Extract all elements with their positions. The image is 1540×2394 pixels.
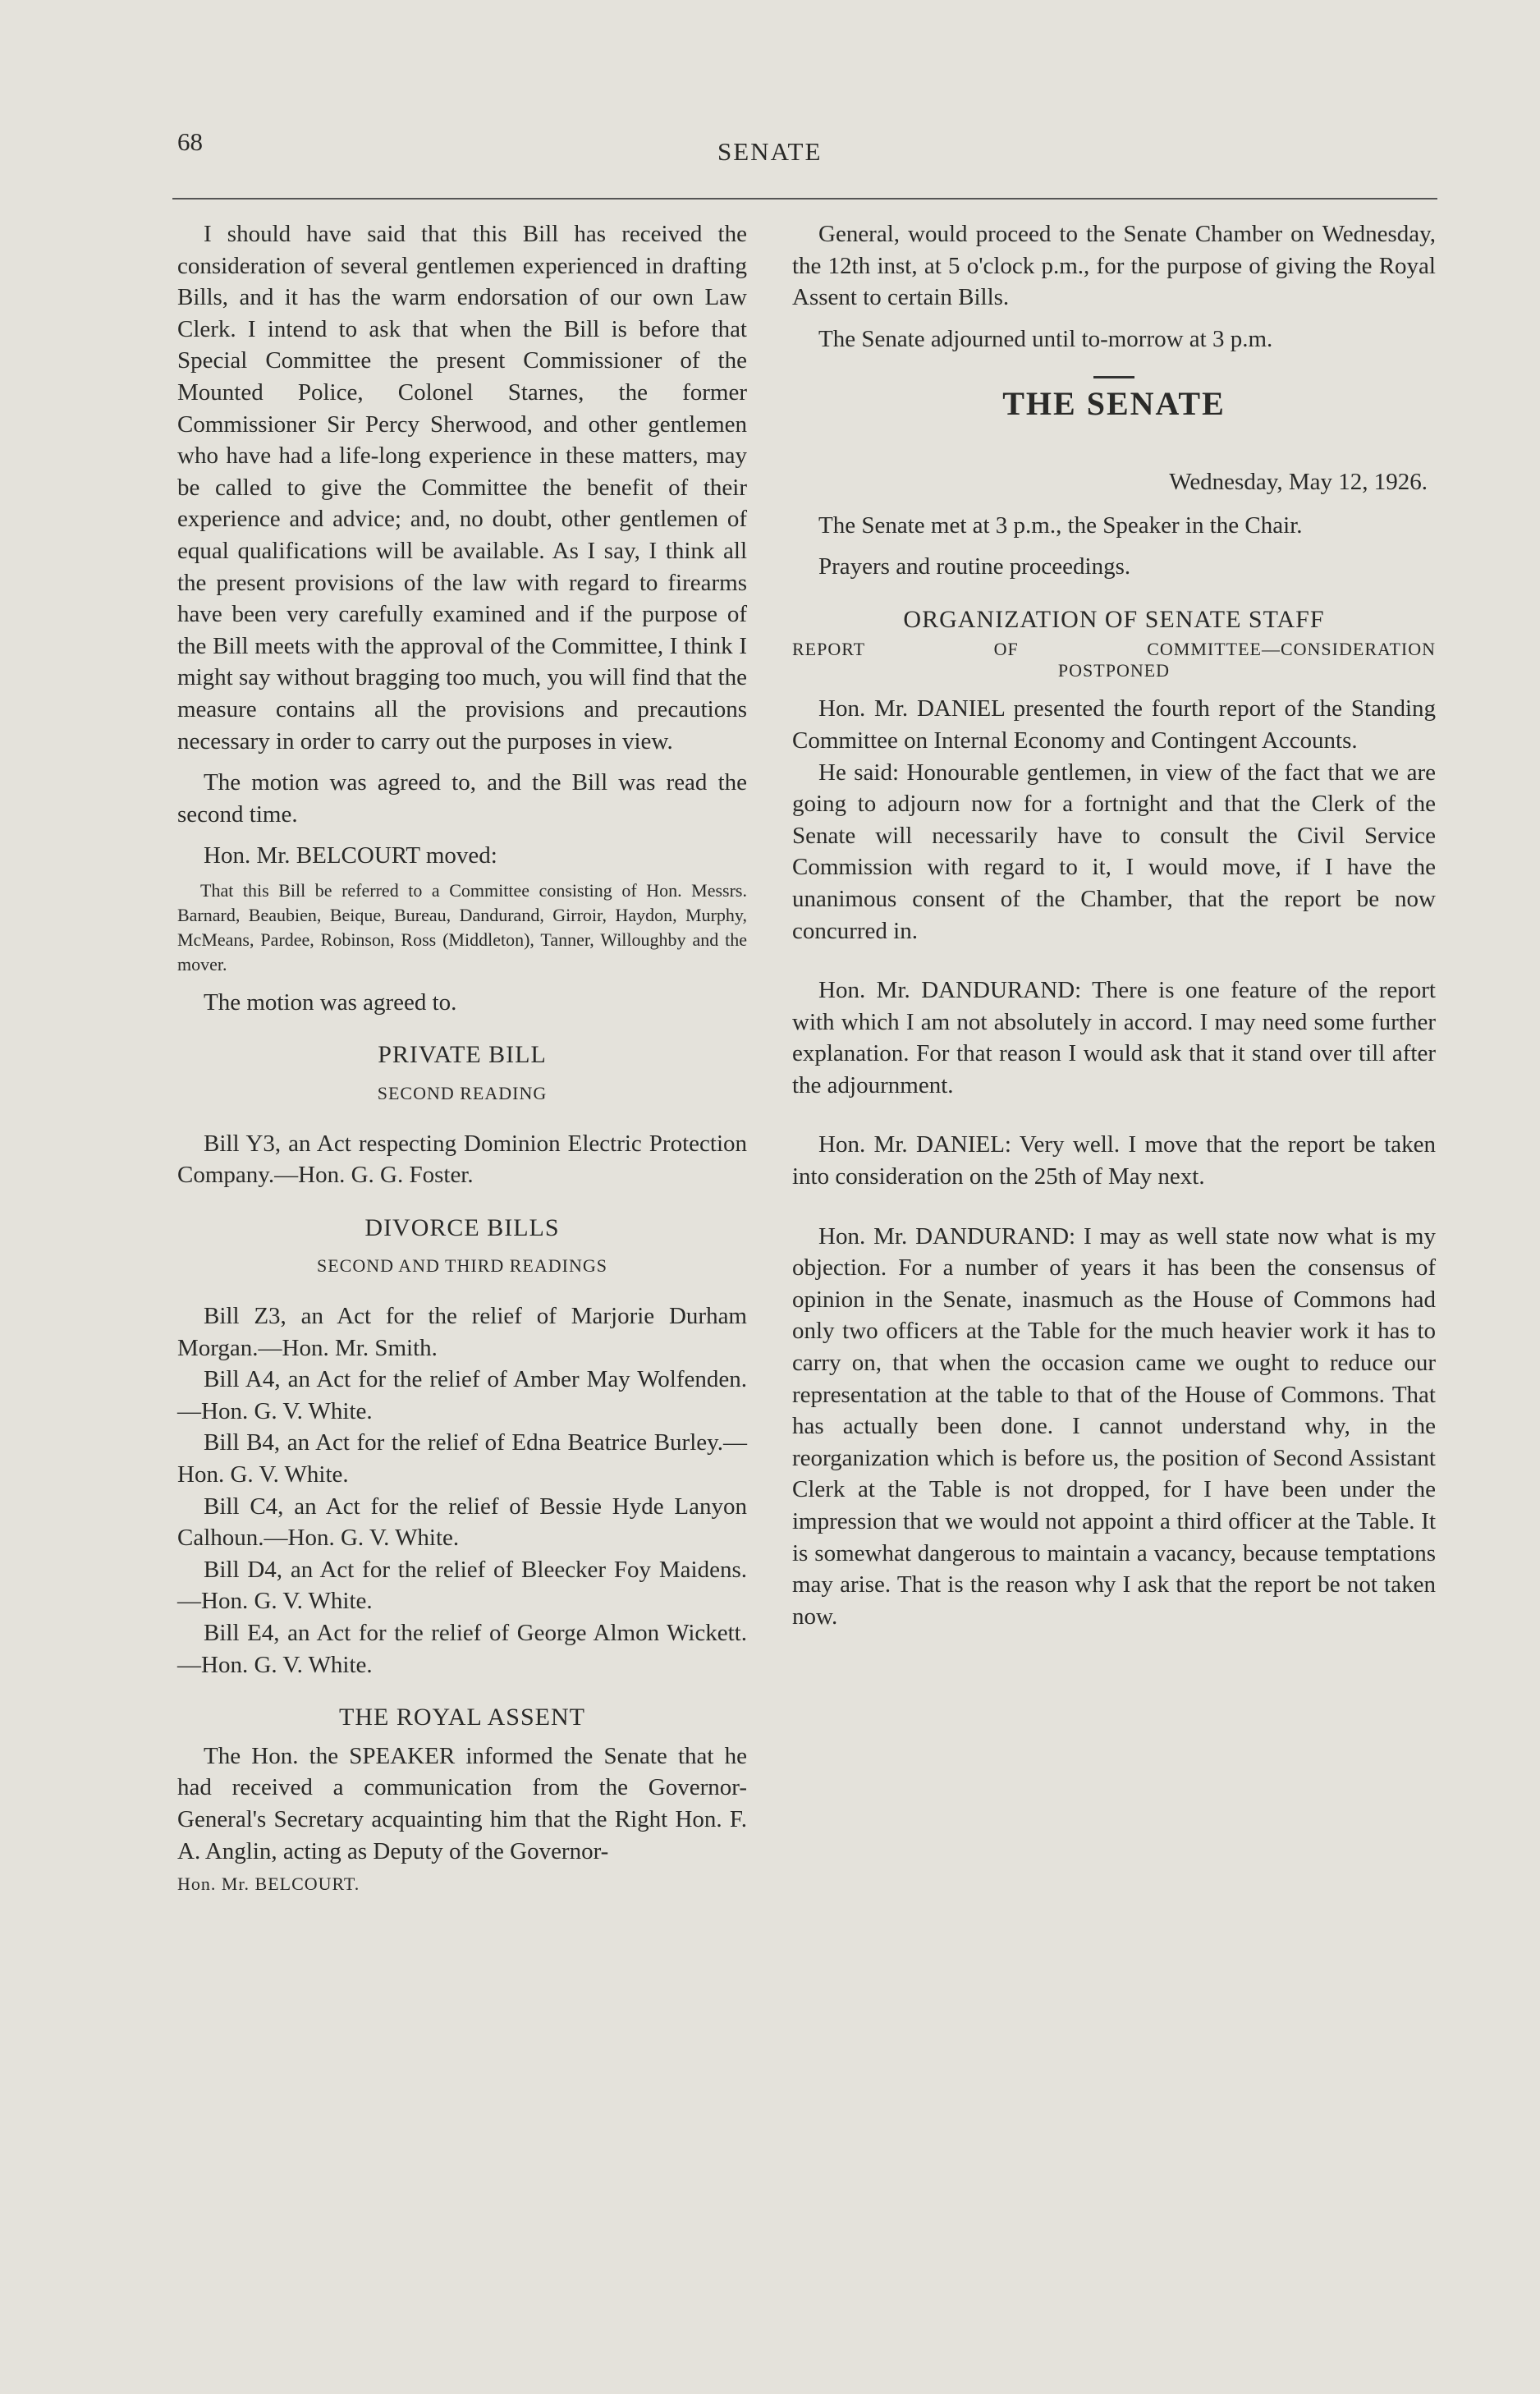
motion-quote: That this Bill be referred to a Committee consisting of Hon. Messrs. Barnard, Beaubien, Beique, Bureau, Dandurand, Girroir, Haydon, Murphy, McMeans, Pardee, Robinson, Ross (Middleton), Tanner, Willoughby and the mover. <box>177 879 747 975</box>
paragraph: Hon. Mr. DANDURAND: There is one feature of the report with which I am not absolutely in accord. I may need some further explanation. For that reason I would ask that it stand over till after the adjournment. <box>792 977 1436 1098</box>
section-title: THE SENATE <box>1002 385 1226 423</box>
bill-item: Bill Z3, an Act for the relief of Marjorie Durham Morgan.—Hon. Mr. Smith. <box>177 1303 747 1361</box>
paragraph: Prayers and routine proceedings. <box>818 553 1131 580</box>
left-column <box>177 218 747 1901</box>
section-divider <box>1093 376 1134 378</box>
paragraph: The Senate met at 3 p.m., the Speaker in the Chair. <box>818 511 1303 539</box>
paragraph: Hon. Mr. BELCOURT moved: <box>204 842 497 869</box>
section-heading: ORGANIZATION OF SENATE STAFF <box>903 605 1325 633</box>
page-number: 68 <box>177 127 203 156</box>
paragraph: Hon. Mr. DANIEL presented the fourth report of the Standing Committee on Internal Economy and Contingent Accounts. <box>792 695 1436 754</box>
paragraph: He said: Honourable gentlemen, in view of the fact that we are going to adjourn now for a fortnight and that the Clerk of the Senate will necessarily have to consult the Civil Service Commission with regard to it, I would move, if I have the unanimous consent of the Chamber, that the report be now concurred in. <box>792 759 1436 944</box>
section-heading: DIVORCE BILLS <box>364 1213 560 1241</box>
paragraph: Bill Y3, an Act respecting Dominion Electric Protection Company.—Hon. G. G. Foster. <box>177 1130 747 1189</box>
paragraph: General, would proceed to the Senate Chamber on Wednesday, the 12th inst, at 5 o'clock p.m., for the purpose of giving the Royal Assent to certain Bills. <box>792 221 1436 311</box>
paragraph: Hon. Mr. DANDURAND: I may as well state now what is my objection. For a number of years it has been the consensus of opinion in the Senate, inasmuch as the House of Commons had only two officers at the Table for the much heavier work it has to carry on, that when the occasion came we ought to reduce our representation at the table to that of the House of Commons. That has actually been done. I cannot understand why, in the reorganization which is before us, the position of Second Assistant Clerk at the Table is not dropped, for I have been under the impression that we would not appoint a third officer at the Table. It is somewhat dangerous to maintain a vacancy, because temptations may arise. That is the reason why I ask that the report be not taken now. <box>792 1222 1436 1630</box>
paragraph: I should have said that this Bill has received the consideration of several gentlemen experienced in drafting Bills, and it has the warm endorsation of our own Law Clerk. I intend to ask that when the Bill is before that Special Committee the present Commissioner of the Mounted Police, Colonel Starnes, the former Commissioner Sir Percy Sherwood, and other gentlemen who have had a life-long experience in these matters, may be called to give the Committee the benefit of their experience and advice; and, no doubt, other gentlemen of equal qualifications will be available. As I say, I think all the present provisions of the law with regard to firearms have been very carefully examined and if the purpose of the Bill meets with the approval of the Committee, I think I might say without bragging too much, you will find that the measure contains all the provisions and precautions necessary in order to carry out the purposes in view. <box>177 221 747 754</box>
section-heading: PRIVATE BILL <box>378 1041 547 1069</box>
running-title: SENATE <box>717 137 823 166</box>
bill-item: Bill E4, an Act for the relief of George Almon Wickett.—Hon. G. V. White. <box>177 1619 747 1678</box>
sitting-date: Wednesday, May 12, 1926. <box>1169 468 1428 495</box>
section-subheading <box>792 639 1436 681</box>
bill-item: Bill B4, an Act for the relief of Edna Beatrice Burley.—Hon. G. V. White. <box>177 1429 747 1488</box>
subheading-word: OF <box>993 639 1019 660</box>
subheading-word: REPORT <box>792 639 866 660</box>
section-subheading: SECOND READING <box>377 1083 548 1104</box>
paragraph: The Senate adjourned until to-morrow at 3 p.m. <box>818 325 1273 352</box>
paragraph: Hon. Mr. DANIEL: Very well. I move that the report be taken into consideration on the 25th of May next. <box>792 1131 1436 1190</box>
subheading-word: COMMITTEE—CONSIDERATION <box>1147 639 1436 660</box>
paragraph: The Hon. the SPEAKER informed the Senate that he had received a communication from the Governor-General's Secretary acquainting him that the Right Hon. F. A. Anglin, acting as Deputy of the Governor- <box>177 1742 747 1864</box>
paragraph: The motion was agreed to. <box>204 988 457 1016</box>
bill-item: Bill A4, an Act for the relief of Amber May Wolfenden.—Hon. G. V. White. <box>177 1366 747 1424</box>
page-footer: Hon. Mr. BELCOURT. <box>177 1873 360 1895</box>
paragraph: The motion was agreed to, and the Bill was read the second time. <box>177 769 747 828</box>
section-subheading: SECOND AND THIRD READINGS <box>316 1255 607 1277</box>
bill-item: Bill D4, an Act for the relief of Bleecker Foy Maidens.—Hon. G. V. White. <box>177 1556 747 1615</box>
header-rule <box>172 198 1437 200</box>
bill-item: Bill C4, an Act for the relief of Bessie Hyde Lanyon Calhoun.—Hon. G. V. White. <box>177 1493 747 1552</box>
section-heading: THE ROYAL ASSENT <box>339 1704 585 1731</box>
subheading-word: POSTPONED <box>1057 660 1171 681</box>
right-column <box>792 218 1436 1642</box>
